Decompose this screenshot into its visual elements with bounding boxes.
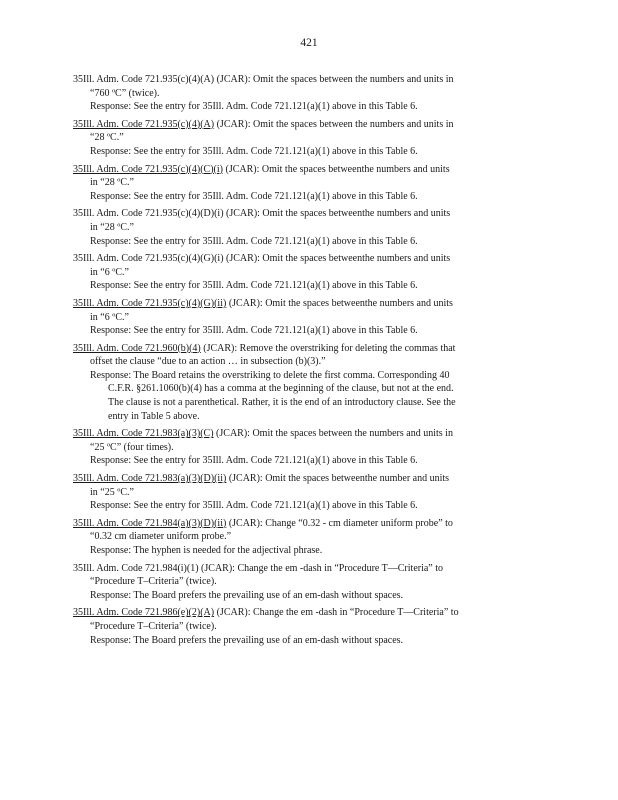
code-citation: 35Ill. Adm. Code 721.935(c)(4)(C)(i) bbox=[73, 163, 223, 175]
comment-continuation: in “28 ºC.” bbox=[90, 177, 134, 189]
comment-continuation: in “25 ºC.” bbox=[90, 486, 134, 498]
page-number: 421 bbox=[300, 37, 318, 49]
comment-text: (JCAR): Remove the overstriking for deleting the commas that bbox=[200, 342, 456, 354]
comment-continuation: “Procedure T–Criteria” (twice). bbox=[90, 620, 217, 632]
comment-heading bbox=[73, 342, 535, 356]
comment-entry bbox=[73, 73, 535, 114]
board-response: Response: The hyphen is needed for the adjectival phrase. bbox=[90, 545, 323, 556]
code-citation: 35Ill. Adm. Code 721.935(c)(4)(G)(i) bbox=[73, 253, 224, 265]
comment-continuation: “28 ºC.” bbox=[90, 132, 124, 144]
comment-continuation: “25 ºC” (four times). bbox=[90, 441, 174, 453]
comment-heading bbox=[73, 297, 535, 311]
board-response: Response: See the entry for 35Ill. Adm. Code 721.121(a)(1) above in this Table 6. bbox=[90, 500, 418, 512]
comment-continuation: “Procedure T–Criteria” (twice). bbox=[90, 576, 217, 588]
comment-text: (JCAR): Omit the spaces betweenthe number and units bbox=[226, 473, 450, 485]
code-citation: 35Ill. Adm. Code 721.960(b)(4) bbox=[73, 342, 201, 354]
board-response: Response: See the entry for 35Ill. Adm. Code 721.121(a)(1) above in this Table 6. bbox=[90, 145, 418, 157]
comment-entry bbox=[73, 472, 535, 513]
board-response-continuation: entry in Table 5 above. bbox=[108, 410, 200, 422]
comment-heading bbox=[73, 163, 535, 177]
comment-entry bbox=[73, 118, 535, 159]
code-citation: 35Ill. Adm. Code 721.935(c)(4)(G)(ii) bbox=[73, 297, 227, 309]
comment-heading bbox=[73, 427, 535, 441]
comment-continuation: offset the clause “due to an action … in subsection (b)(3).” bbox=[90, 356, 326, 368]
comment-text: (JCAR): Change the em -dash in “Procedure T—Criteria” to bbox=[198, 562, 444, 574]
code-citation: 35Ill. Adm. Code 721.983(a)(3)(D)(ii) bbox=[73, 473, 227, 485]
comment-entry bbox=[73, 207, 535, 248]
comment-entry bbox=[73, 606, 535, 647]
comment-text: (JCAR): Omit the spaces betweenthe numbers and units bbox=[222, 163, 450, 175]
code-citation: 35Ill. Adm. Code 721.935(c)(4)(A) bbox=[73, 118, 215, 130]
comment-continuation: in “6 ºC.” bbox=[90, 311, 129, 323]
comment-heading bbox=[73, 252, 535, 266]
comment-text: (JCAR): Omit the spaces between the numbers and units in bbox=[213, 428, 453, 440]
comment-continuation: “760 ºC” (twice). bbox=[90, 87, 160, 99]
comment-heading bbox=[73, 207, 535, 221]
comment-heading bbox=[73, 472, 535, 486]
code-citation: 35Ill. Adm. Code 721.935(c)(4)(A) bbox=[73, 74, 215, 85]
board-response-continuation: C.F.R. §261.1060(b)(4) has a comma at the beginning of the clause, but not at the end. bbox=[108, 383, 454, 395]
comment-heading bbox=[73, 73, 535, 87]
comment-text: (JCAR): Omit the spaces between the numbers and units in bbox=[214, 118, 454, 130]
comment-heading bbox=[73, 606, 535, 620]
comment-entry bbox=[73, 163, 535, 204]
comment-continuation: in “28 ºC.” bbox=[90, 221, 134, 233]
board-response: Response: See the entry for 35Ill. Adm. Code 721.121(a)(1) above in this Table 6. bbox=[90, 190, 418, 202]
board-response: Response: See the entry for 35Ill. Adm. Code 721.121(a)(1) above in this Table 6. bbox=[90, 325, 418, 337]
comment-entry bbox=[73, 252, 535, 293]
comment-heading bbox=[73, 517, 535, 531]
comment-heading bbox=[73, 118, 535, 132]
code-citation: 35Ill. Adm. Code 721.984(i)(1) bbox=[73, 562, 199, 574]
comment-entry bbox=[73, 517, 535, 558]
board-response: Response: The Board prefers the prevailing use of an em-dash without spaces. bbox=[90, 634, 404, 646]
board-response: Response: See the entry for 35Ill. Adm. Code 721.121(a)(1) above in this Table 6. bbox=[90, 235, 418, 247]
comment-entry bbox=[73, 562, 535, 603]
code-citation: 35Ill. Adm. Code 721.983(a)(3)(C) bbox=[73, 428, 214, 440]
comment-text: (JCAR): Change “0.32 - cm diameter uniform probe” to bbox=[226, 517, 453, 529]
comment-heading bbox=[73, 562, 535, 576]
comment-text: (JCAR): Change the em -dash in “Procedure T—Criteria” to bbox=[214, 607, 459, 619]
code-citation: 35Ill. Adm. Code 721.984(a)(3)(D)(ii) bbox=[73, 517, 227, 529]
comment-continuation: in “6 ºC.” bbox=[90, 266, 129, 278]
board-response: Response: See the entry for 35Ill. Adm. Code 721.121(a)(1) above in this Table 6. bbox=[90, 101, 418, 113]
comment-list bbox=[73, 73, 535, 651]
board-response: Response: See the entry for 35Ill. Adm. Code 721.121(a)(1) above in this Table 6. bbox=[90, 455, 418, 467]
comment-text: (JCAR): Omit the spaces betweenthe numbers and units bbox=[223, 208, 451, 220]
comment-entry bbox=[73, 342, 535, 424]
board-response: Response: The Board retains the overstriking to delete the first comma. Corresponding 40 bbox=[90, 369, 450, 381]
code-citation: 35Ill. Adm. Code 721.986(e)(2)(A) bbox=[73, 607, 215, 619]
comment-text: (JCAR): Omit the spaces between the numbers and units in bbox=[214, 74, 454, 85]
board-response: Response: The Board prefers the prevailing use of an em-dash without spaces. bbox=[90, 589, 404, 601]
comment-text: (JCAR): Omit the spaces betweenthe numbers and units bbox=[223, 253, 451, 265]
code-citation: 35Ill. Adm. Code 721.935(c)(4)(D)(i) bbox=[73, 208, 224, 220]
comment-text: (JCAR): Omit the spaces betweenthe numbers and units bbox=[226, 297, 453, 309]
comment-continuation: “0.32 cm diameter uniform probe.” bbox=[90, 531, 232, 543]
board-response: Response: See the entry for 35Ill. Adm. Code 721.121(a)(1) above in this Table 6. bbox=[90, 280, 418, 292]
comment-entry bbox=[73, 297, 535, 338]
board-response-continuation: The clause is not a parenthetical. Rather, it is the end of an introductory clause. See the bbox=[108, 397, 456, 409]
comment-entry bbox=[73, 427, 535, 468]
